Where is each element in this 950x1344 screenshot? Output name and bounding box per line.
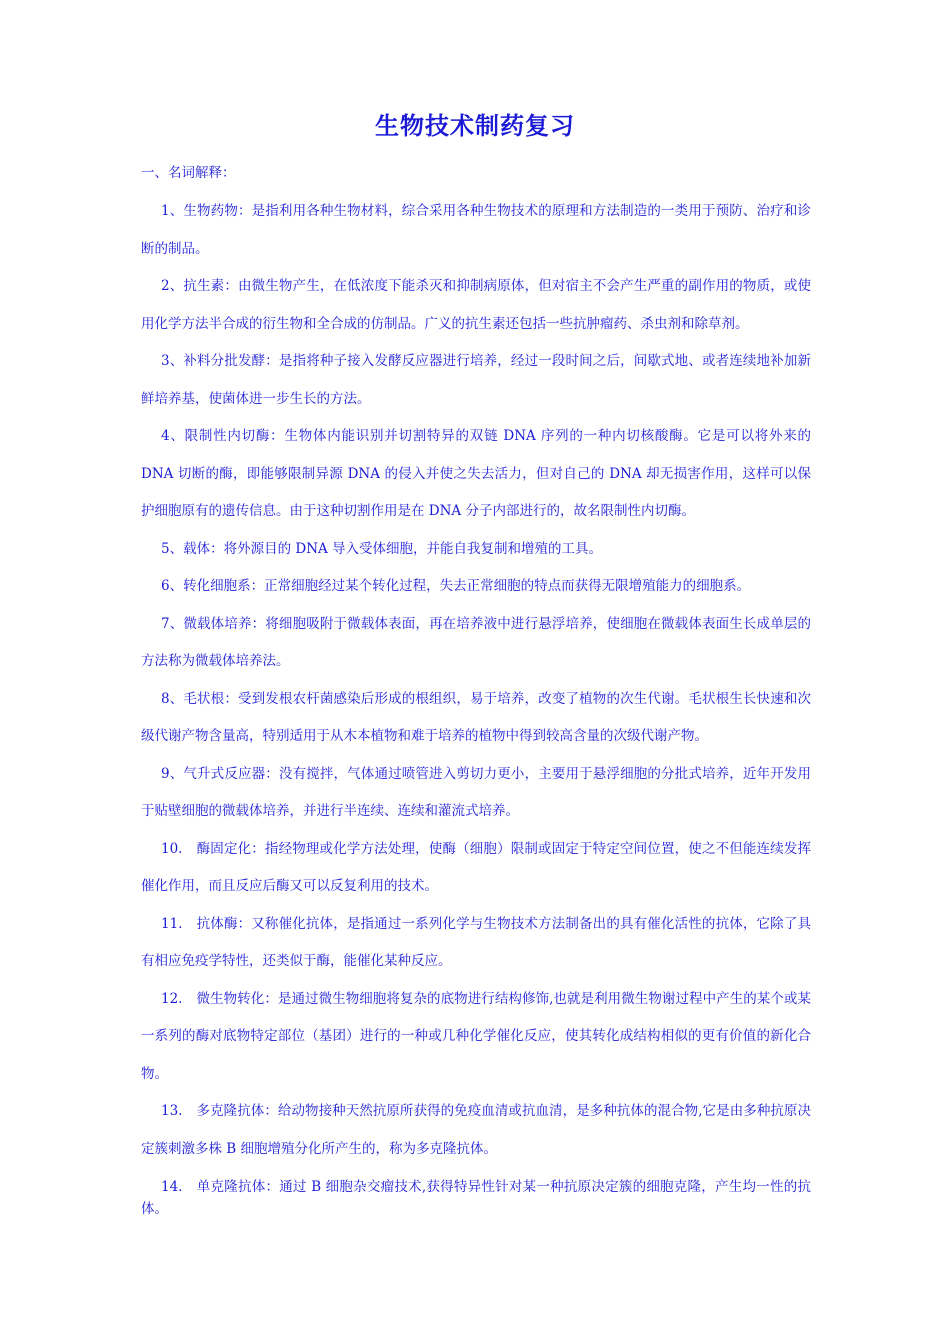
definition-item [141, 681, 811, 756]
definition-item [141, 531, 811, 569]
item-number: 11. [161, 915, 183, 932]
definition-item [141, 756, 811, 831]
item-number: 14. [161, 1179, 183, 1195]
item-number: 13. [161, 1103, 183, 1119]
page-title: 生物技术制药复习 [375, 112, 575, 140]
item-text: 抗生素：由微生物产生，在低浓度下能杀灭和抑制病原体，但对宿主不会产生严重的副作用的物质，或使用化学方法半合成的衍生物和全合成的仿制品。广义的抗生素还包括一些抗肿瘤药、杀虫剂和除草剂。 [141, 278, 812, 332]
definition-item [141, 1093, 811, 1168]
item-text: 限制性内切酶：生物体内能识别并切割特异的双链 DNA 序列的一种内切核酸酶。它是可以将外来的 DNA 切断的酶，即能够限制异源 DNA 的侵入并使之失去活力，但对自己的 DNA 却无损害作用，这样可以保护细胞原有的遗传信息。由于这种切割作用是在 DNA 分子内部进行的，故名限制性内切酶。 [141, 428, 811, 519]
item-number: 12. [161, 990, 183, 1007]
item-text: 微载体培养：将细胞吸附于微载体表面，再在培养液中进行悬浮培养，使细胞在微载体表面生长成单层的方法称为微载体培养法。 [141, 615, 812, 669]
item-text: 抗体酶：又称催化抗体，是指通过一系列化学与生物技术方法制备出的具有催化活性的抗体，它除了具有相应免疫学特性，还类似于酶，能催化某种反应。 [141, 915, 811, 969]
item-number: 4、 [161, 428, 185, 444]
definition-item [141, 193, 811, 268]
definition-item [141, 606, 811, 681]
item-number: 3、 [161, 353, 184, 369]
definition-item [141, 418, 811, 531]
item-text: 生物药物：是指利用各种生物材料，综合采用各种生物技术的原理和方法制造的一类用于预防、治疗和诊断的制品。 [141, 203, 812, 257]
definition-item [141, 268, 811, 343]
definition-item [141, 1168, 811, 1220]
item-text: 载体：将外源目的 DNA 导入受体细胞，并能自我复制和增殖的工具。 [183, 540, 603, 557]
item-number: 10. [161, 840, 183, 857]
section-heading: 一、名词解释： [141, 165, 236, 181]
definition-item [141, 343, 811, 418]
item-text: 单克隆抗体：通过 B 细胞杂交瘤技术,获得特异性针对某一种抗原决定簇的细胞克隆，产生均一性的抗体。 [141, 1179, 811, 1217]
item-text: 气升式反应器：没有搅拌，气体通过喷管进入剪切力更小，主要用于悬浮细胞的分批式培养，近年开发用于贴壁细胞的微载体培养，并进行半连续、连续和灌流式培养。 [141, 765, 812, 819]
item-number: 1、 [161, 203, 184, 219]
item-number: 8、 [161, 690, 184, 707]
item-text: 多克隆抗体：给动物接种天然抗原所获得的免疫血清或抗血清，是多种抗体的混合物,它是由多种抗原决定簇刺激多株 B 细胞增殖分化所产生的，称为多克隆抗体。 [141, 1103, 811, 1157]
item-number: 5、 [161, 540, 184, 557]
item-text: 转化细胞系：正常细胞经过某个转化过程，失去正常细胞的特点而获得无限增殖能力的细胞系。 [183, 578, 751, 594]
item-number: 7、 [161, 615, 184, 632]
definition-item [141, 981, 811, 1094]
item-text: 酶固定化：指经物理或化学方法处理，使酶（细胞）限制或固定于特定空间位置，使之不但能连续发挥催化作用，而且反应后酶又可以反复利用的技术。 [141, 840, 811, 894]
definition-list [141, 193, 811, 1220]
item-text: 毛状根：受到发根农杆菌感染后形成的根组织，易于培养，改变了植物的次生代谢。毛状根生长快速和次级代谢产物含量高，特别适用于从木本植物和难于培养的植物中得到较高含量的次级代谢产物。 [141, 690, 812, 744]
item-text: 微生物转化：是通过微生物细胞将复杂的底物进行结构修饰,也就是利用微生物谢过程中产生的某个或某一系列的酶对底物特定部位（基团）进行的一种或几种化学催化反应，使其转化成结构相似的更有价值的新化合物。 [141, 990, 811, 1082]
item-number: 6、 [161, 578, 184, 594]
item-number: 2、 [161, 278, 184, 294]
definition-item [141, 906, 811, 981]
item-number: 9、 [161, 765, 184, 782]
definition-item [141, 831, 811, 906]
item-text: 补料分批发酵：是指将种子接入发酵反应器进行培养，经过一段时间之后，间歇式地、或者连续地补加新鲜培养基，使菌体进一步生长的方法。 [141, 353, 812, 407]
definition-item [141, 568, 811, 606]
